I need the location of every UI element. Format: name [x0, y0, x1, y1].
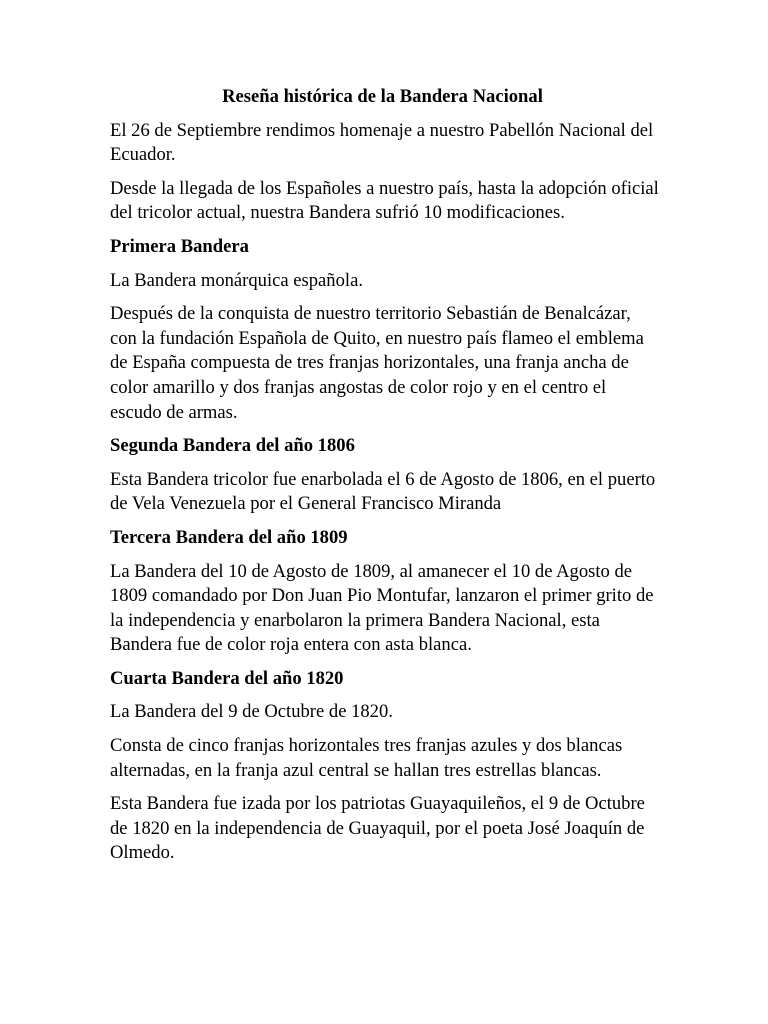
- section-paragraph: La Bandera del 10 de Agosto de 1809, al amanecer el 10 de Agosto de 1809 comandado por Don Juan Pio Montufar, lanzaron el primer grito de la independencia y enarbolaron la primera Bandera Nacional, esta Bandera fue de color roja entera con asta blanca.: [110, 560, 654, 656]
- intro-paragraph: El 26 de Septiembre rendimos homenaje a nuestro Pabellón Nacional del Ecuador.: [110, 119, 654, 166]
- intro-paragraph: Desde la llegada de los Españoles a nuestro país, hasta la adopción oficial del tricolor actual, nuestra Bandera sufrió 10 modificaciones.: [110, 177, 659, 224]
- section-heading-cuarta: Cuarta Bandera del año 1820: [110, 667, 344, 689]
- section-paragraph: Esta Bandera tricolor fue enarbolada el 6 de Agosto de 1806, en el puerto de Vela Venezuela por el General Francisco Miranda: [110, 468, 656, 515]
- section-paragraph: La Bandera monárquica española.: [110, 269, 363, 291]
- section-paragraph: Consta de cinco franjas horizontales tres franjas azules y dos blancas alternadas, en la franja azul central se hallan tres estrellas blancas.: [110, 735, 623, 781]
- section-heading-segunda: Segunda Bandera del año 1806: [110, 435, 355, 457]
- document-page: [110, 85, 662, 875]
- section-paragraph: Después de la conquista de nuestro territorio Sebastián de Benalcázar, con la fundación Española de Quito, en nuestro país flameo el emblema de España compuesta de tres franjas horizontales, una franja ancha de color amarillo y dos franjas angostas de color rojo y en el centro el escudo de armas.: [110, 303, 644, 423]
- section-paragraph: La Bandera del 9 de Octubre de 1820.: [110, 701, 393, 723]
- section-heading-primera: Primera Bandera: [110, 235, 249, 257]
- section-heading-tercera: Tercera Bandera del año 1809: [110, 526, 348, 548]
- section-paragraph: Esta Bandera fue izada por los patriotas Guayaquileños, el 9 de Octubre de 1820 en la independencia de Guayaquil, por el poeta José Joaquín de Olmedo.: [110, 793, 645, 864]
- document-title: Reseña histórica de la Bandera Nacional: [222, 86, 543, 107]
